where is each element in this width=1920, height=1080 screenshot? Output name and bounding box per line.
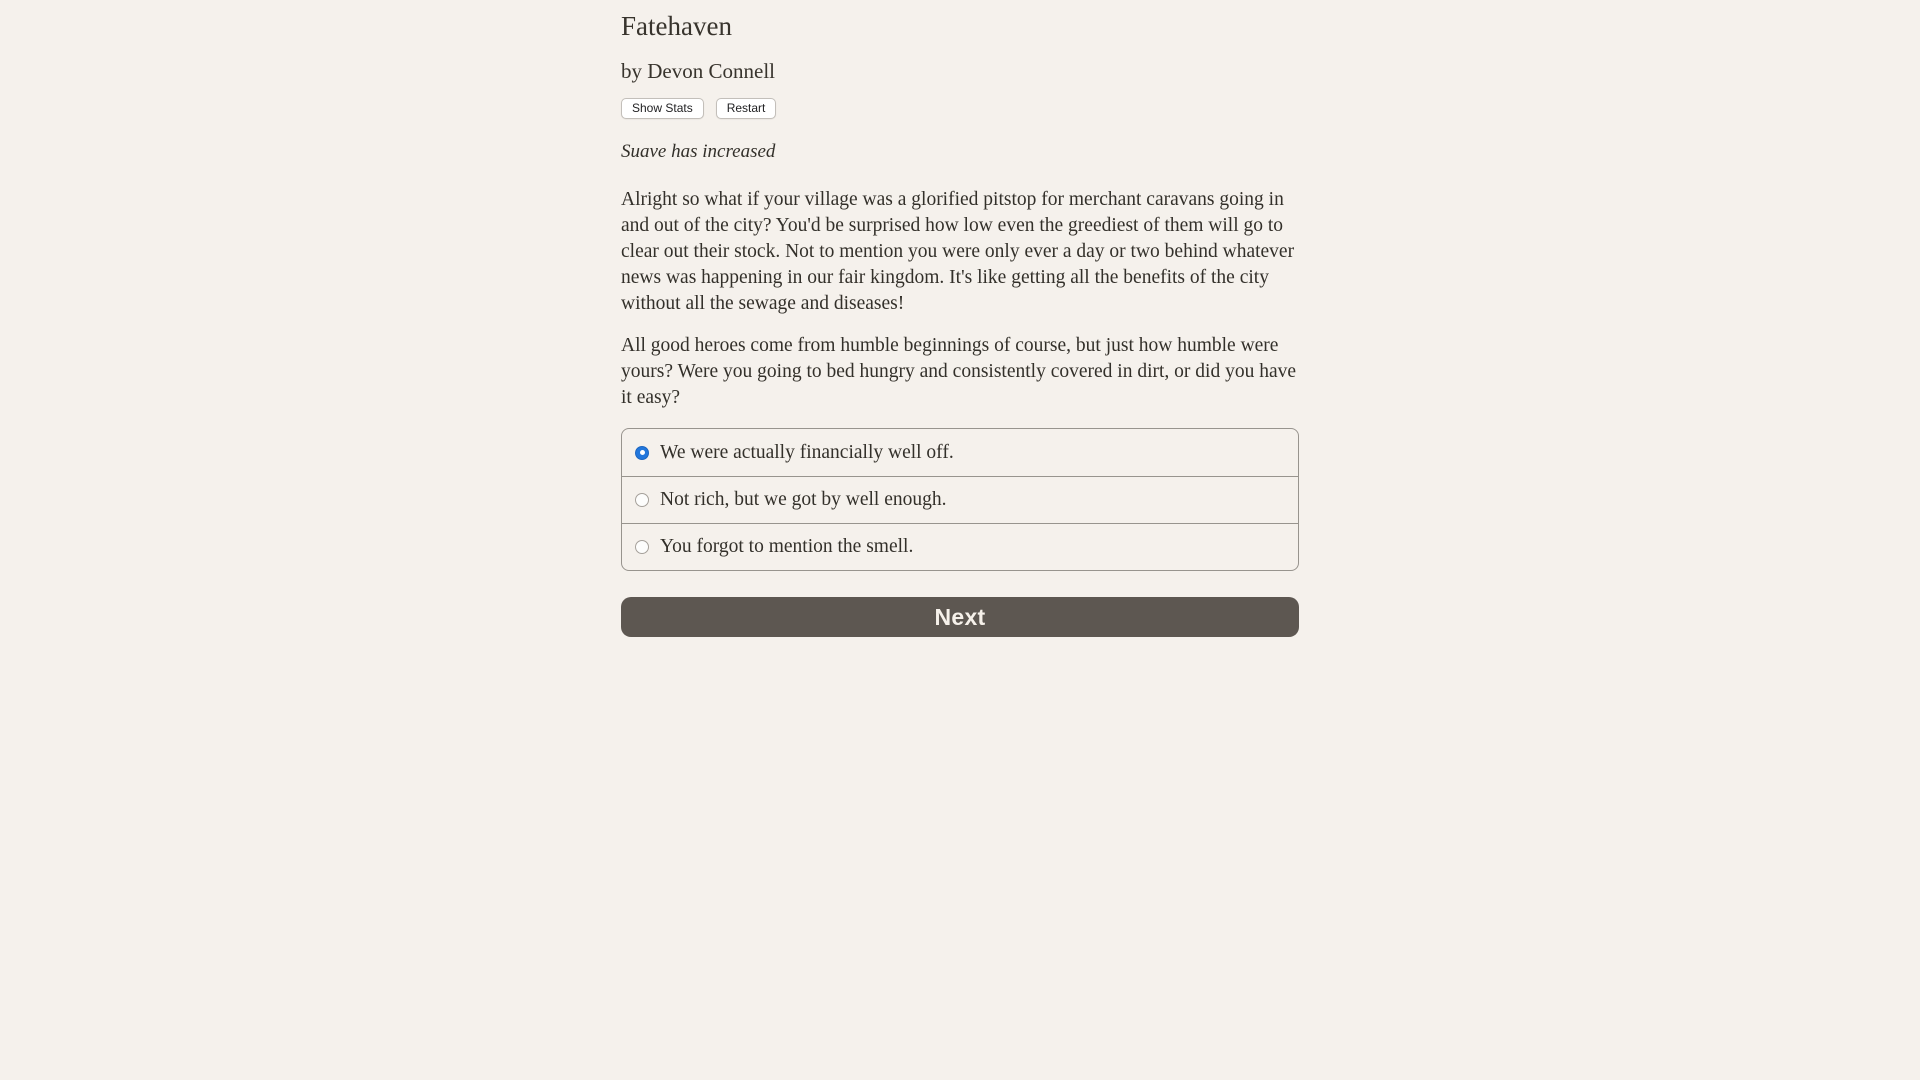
choice-label: You forgot to mention the smell. (660, 536, 914, 557)
next-button[interactable]: Next (621, 597, 1299, 637)
restart-button[interactable]: Restart (716, 98, 777, 119)
author-byline: by Devon Connell (621, 59, 775, 83)
toolbar (621, 98, 1299, 119)
stat-change-note: Suave has increased (621, 141, 776, 162)
choice-option-2[interactable] (622, 476, 1298, 523)
story-paragraph: Alright so what if your village was a glorified pitstop for merchant caravans going in and out of the city? You'd be surprised how low even the greediest of them will go to clear out their stock. Not to mention you were only ever a day or two behind whatever news was happening in our fair kingdom. It's like getting all the benefits of the city without all the sewage and diseases! (621, 189, 1295, 314)
choice-option-3[interactable] (622, 523, 1298, 570)
story-paragraph: All good heroes come from humble beginnings of course, but just how humble were yours? Were you going to bed hungry and consistently covered in dirt, or did you have it easy? (621, 335, 1297, 408)
choice-label: We were actually financially well off. (660, 441, 954, 463)
page-title: Fatehaven (621, 11, 732, 41)
radio-button-icon[interactable] (635, 493, 649, 507)
show-stats-button[interactable]: Show Stats (621, 98, 704, 119)
choice-option-1[interactable] (622, 429, 1298, 476)
radio-button-icon[interactable] (635, 446, 649, 460)
story-text (621, 187, 1299, 411)
game-page (621, 0, 1299, 637)
radio-button-icon[interactable] (635, 540, 649, 554)
choice-label: Not rich, but we got by well enough. (660, 489, 947, 510)
choice-group (621, 428, 1299, 571)
